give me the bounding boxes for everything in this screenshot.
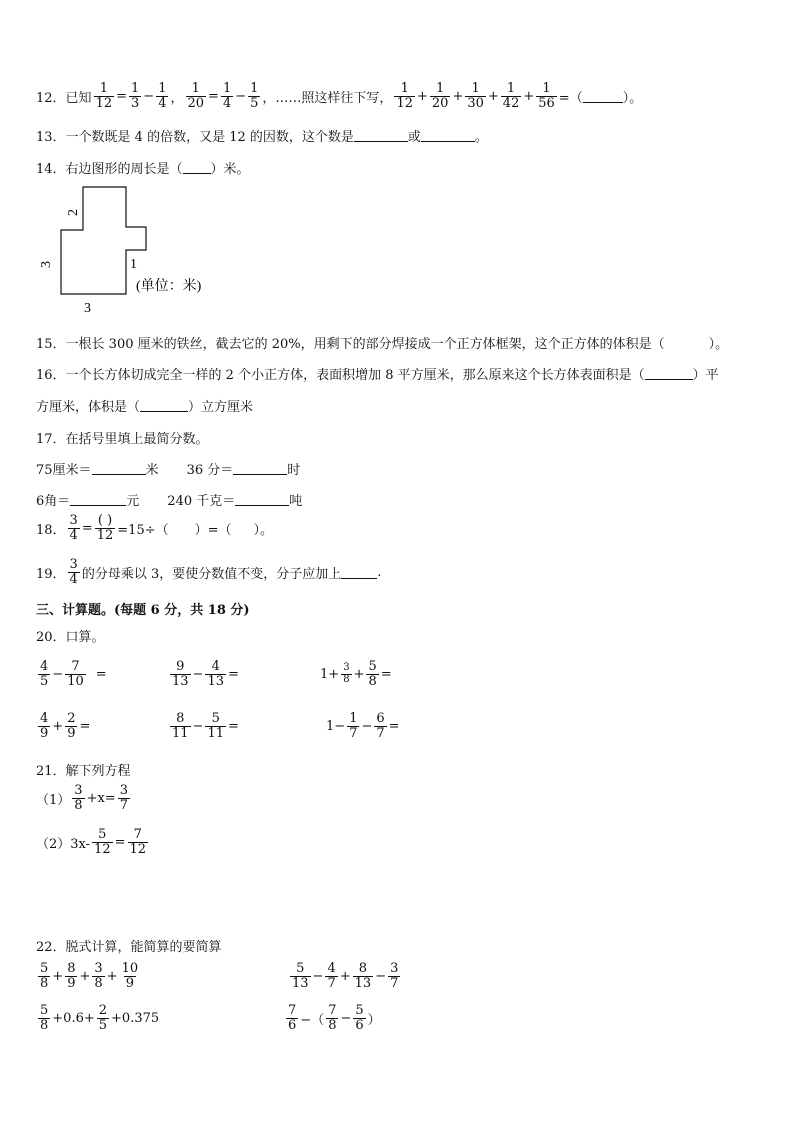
answer-blank[interactable] [183,161,211,174]
unit-label: (单位：米) [136,279,202,294]
fraction: $\frac{1}{12}$ [396,81,413,111]
question-17-row-2: 6角＝ 元 240 千克＝ 吨 [36,494,303,509]
equation-2: （2）3x- $\frac{5}{12}$ = $\frac{7}{12}$ [36,827,147,857]
oral-calc-6: 1 − $\frac{1}{7}$ − $\frac{6}{7}$ = [326,711,400,741]
answer-blank[interactable] [583,90,623,103]
oral-calc-2: $\frac{9}{13}$ − $\frac{4}{13}$ = [172,659,239,689]
fraction: $\frac{1}{4}$ [158,81,167,111]
fraction: $\frac{1}{20}$ [187,81,205,111]
question-17-row-1: 75厘米＝ 米 36 分＝ 时 [36,463,301,478]
answer-blank[interactable] [235,493,289,506]
answer-blank[interactable] [233,462,287,475]
question-22-title: 22．脱式计算，能简算的要简算 [36,940,222,955]
question-12: 12． 已知 $\frac{1}{12}$ = $\frac{1}{3}$ − $\frac{1}{4}$ ， $\frac{1}{20}$ = $\frac{1}{4}$ − $\frac{1}{5}$ ，……照这样往下写， $\frac{1}{12}$ + $\frac{1}{20}$ + $\frac{1}{30}$ + $\frac{1}{42}$ + $\frac{1}{56}$ =（ ）。 [36,81,643,111]
section-3-heading: 三、计算题。(每题 6 分，共 18 分) [36,603,250,618]
label-notch: 1 [130,257,137,272]
question-20-title: 20．口算。 [36,630,105,645]
question-15: 15．一根长 300 厘米的铁丝，截去它的 20%，用剩下的部分焊接成一个正方体框架，这个正方体的体积是（ ）。 [36,337,729,352]
answer-blank[interactable] [341,566,377,579]
fraction: $\frac{3}{4}$ [69,513,78,543]
fraction: $\frac{1}{30}$ [467,81,484,111]
fraction: $\frac{1}{42}$ [502,81,520,111]
figure-outline [61,187,146,294]
fraction: $\frac{1}{56}$ [538,81,555,111]
answer-blank[interactable] [70,493,126,506]
equation-1: （1） $\frac{3}{8}$ +x= $\frac{3}{7}$ [36,783,128,813]
oral-calc-3: 1 + $\frac{3}{8}$ + $\frac{5}{8}$ = [320,659,392,689]
calc-3: $\frac{5}{8}$ +0.6+ $\frac{2}{5}$ +0.375 [40,1003,160,1033]
question-17-title: 17．在括号里填上最简分数。 [36,432,209,447]
fraction: $\frac{3}{4}$ [69,557,78,587]
answer-blank[interactable] [645,367,693,380]
fraction: $\frac{( )}{12}$ [96,513,114,543]
perimeter-figure [36,180,226,320]
question-14: 14．右边图形的周长是（ ）米。 [36,162,250,177]
calc-2: $\frac{5}{13}$ − $\frac{4}{7}$ + $\frac{8}{13}$ − $\frac{3}{7}$ [292,961,399,991]
label-bottom: 3 [84,301,91,316]
answer-blank[interactable] [421,129,475,142]
fraction: $\frac{1}{12}$ [95,81,113,111]
question-18: 18． $\frac{3}{4}$ = $\frac{( )}{12}$ =15÷（ ）=（ ）。 [36,513,274,543]
calc-4: $\frac{7}{6}$ −（ $\frac{7}{8}$ − $\frac{5}{6}$ ） [288,1003,381,1033]
calc-1: $\frac{5}{8}$ + $\frac{8}{9}$ + $\frac{3}{8}$ + $\frac{10}{9}$ [40,961,139,991]
question-21-title: 21．解下列方程 [36,764,131,779]
answer-blank[interactable] [140,399,188,412]
fraction: $\frac{1}{20}$ [431,81,449,111]
fraction: $\frac{1}{5}$ [250,81,259,111]
answer-blank[interactable] [354,129,408,142]
question-16-line-1: 16．一个长方体切成完全一样的 2 个小正方体，表面积增加 8 平方厘米，那么原来这个长方体表面积是（ ）平 [36,368,719,383]
question-19: 19． $\frac{3}{4}$ 的分母乘以 3，要使分数值不变，分子应加上 . [36,557,382,587]
answer-blank[interactable] [92,462,146,475]
oral-calc-4: $\frac{4}{9}$ + $\frac{2}{9}$ = [40,711,91,741]
label-top-height: 2 [66,209,81,216]
fraction: $\frac{1}{3}$ [131,81,140,111]
fraction: $\frac{1}{4}$ [222,81,232,111]
oral-calc-1: $\frac{4}{5}$ − $\frac{7}{10}$ = [40,659,107,689]
question-13: 13．一个数既是 4 的倍数，又是 12 的因数，这个数是 或 。 [36,130,488,145]
oral-calc-5: $\frac{8}{11}$ − $\frac{5}{11}$ = [172,711,239,741]
question-16-line-2: 方厘米，体积是（ ）立方厘米 [36,400,254,415]
label-left-height: 3 [39,261,54,268]
